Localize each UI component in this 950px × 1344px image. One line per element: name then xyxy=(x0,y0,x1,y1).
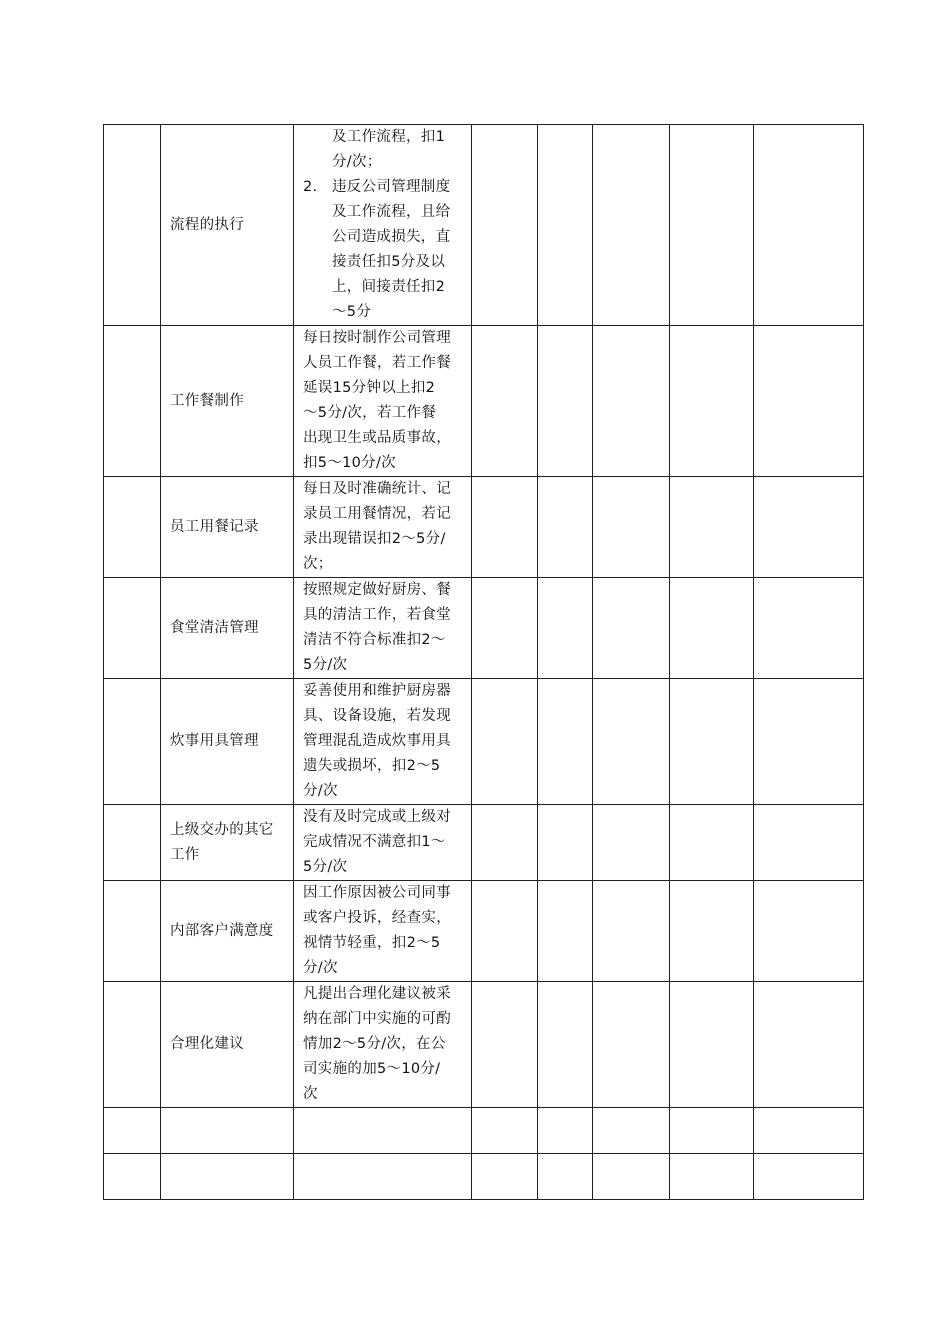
standard-line: 管理混乱造成炊事用具 xyxy=(303,733,451,749)
empty-cell xyxy=(754,477,864,578)
empty-cell xyxy=(593,125,670,326)
item-cell xyxy=(161,679,294,805)
standard-line: 出现卫生或品质事故， xyxy=(303,430,451,446)
item-name-line: 上级交办的其它 xyxy=(170,821,274,838)
standard-cell xyxy=(294,477,472,578)
empty-cell xyxy=(472,578,538,679)
empty-cell xyxy=(754,679,864,805)
empty-cell xyxy=(161,1108,294,1154)
empty-cell xyxy=(472,881,538,982)
standard-line: 纳在部门中实施的可酌 xyxy=(303,1011,451,1027)
empty-cell xyxy=(670,326,754,477)
assessment-table xyxy=(103,124,864,1200)
table-row xyxy=(104,805,864,881)
empty-cell xyxy=(538,679,593,805)
numbered-list-item xyxy=(303,175,465,200)
item-name: 工作餐制作 xyxy=(170,392,244,409)
standard-cell xyxy=(294,326,472,477)
standard-line: 凡提出合理化建议被采 xyxy=(303,986,451,1002)
standard-cell xyxy=(294,805,472,881)
standard-line: 人员工作餐，若工作餐 xyxy=(303,355,451,371)
standard-line: 每日按时制作公司管理 xyxy=(303,330,451,346)
index-cell xyxy=(104,326,161,477)
index-cell xyxy=(104,477,161,578)
empty-cell xyxy=(538,477,593,578)
standard-line: 扣5～10分/次 xyxy=(303,455,396,471)
standard-line: 5分/次 xyxy=(303,859,348,875)
item-name: 食堂清洁管理 xyxy=(170,619,259,636)
empty-cell xyxy=(754,1108,864,1154)
item-name: 内部客户满意度 xyxy=(170,922,274,939)
standard-line: 公司造成损失，直 xyxy=(332,229,451,245)
empty-cell xyxy=(593,982,670,1108)
standard-line: 分/次 xyxy=(303,960,338,976)
standard-line: 接责任扣5分及以 xyxy=(332,254,446,270)
empty-cell xyxy=(538,805,593,881)
standard-line: ～5分/次，若工作餐 xyxy=(303,405,437,421)
standard-line: 分/次 xyxy=(303,783,338,799)
index-cell xyxy=(104,125,161,326)
empty-cell xyxy=(472,1108,538,1154)
empty-cell xyxy=(670,1154,754,1200)
item-name-line: 工作 xyxy=(170,846,200,863)
standard-line: 或客户投诉，经查实， xyxy=(303,910,451,926)
standard-line: 上，间接责任扣2 xyxy=(332,279,446,295)
item-name: 员工用餐记录 xyxy=(170,518,259,535)
item-name: 流程的执行 xyxy=(170,216,244,233)
empty-cell xyxy=(593,477,670,578)
list-number: 2. xyxy=(303,179,318,195)
item-cell xyxy=(161,578,294,679)
empty-cell xyxy=(472,125,538,326)
empty-cell xyxy=(670,982,754,1108)
standard-line: 次； xyxy=(303,556,333,572)
empty-cell xyxy=(754,125,864,326)
empty-cell xyxy=(472,326,538,477)
empty-cell xyxy=(593,578,670,679)
standard-line: 完成情况不满意扣1～ xyxy=(303,834,446,850)
item-cell xyxy=(161,326,294,477)
item-name: 炊事用具管理 xyxy=(170,733,259,749)
item-cell xyxy=(161,125,294,326)
empty-cell xyxy=(538,982,593,1108)
empty-cell xyxy=(593,1108,670,1154)
standard-line: 5分/次 xyxy=(303,657,348,673)
standard-line: 延误15分钟以上扣2 xyxy=(303,380,436,396)
empty-cell xyxy=(754,982,864,1108)
empty-cell xyxy=(538,1154,593,1200)
empty-cell xyxy=(593,881,670,982)
empty-cell xyxy=(472,477,538,578)
empty-cell xyxy=(670,578,754,679)
standard-line: 妥善使用和维护厨房器 xyxy=(303,683,451,699)
empty-cell xyxy=(104,1154,161,1200)
standard-line: 清洁不符合标准扣2～ xyxy=(303,632,446,648)
table-row xyxy=(104,477,864,578)
empty-cell xyxy=(593,805,670,881)
standard-line: 没有及时完成或上级对 xyxy=(303,809,451,825)
index-cell xyxy=(104,881,161,982)
standard-line: 司实施的加5～10分/ xyxy=(303,1061,441,1077)
standard-line: 及工作流程，扣1 xyxy=(332,129,446,145)
table-row xyxy=(104,982,864,1108)
empty-cell xyxy=(472,982,538,1108)
standard-line: 因工作原因被公司同事 xyxy=(303,885,451,901)
empty-row xyxy=(104,1154,864,1200)
standard-cell xyxy=(294,578,472,679)
empty-cell xyxy=(670,477,754,578)
table-row xyxy=(104,125,864,326)
standard-line: 违反公司管理制度 xyxy=(332,179,451,195)
empty-cell xyxy=(754,1154,864,1200)
index-cell xyxy=(104,982,161,1108)
standard-line: 具、设备设施，若发现 xyxy=(303,708,451,724)
empty-cell xyxy=(593,679,670,805)
standard-line: 具的清洁工作，若食堂 xyxy=(303,607,451,623)
standard-line: 录员工用餐情况，若记 xyxy=(303,506,451,522)
empty-cell xyxy=(670,805,754,881)
standard-line: 次 xyxy=(303,1086,318,1102)
empty-cell xyxy=(754,326,864,477)
empty-cell xyxy=(294,1154,472,1200)
empty-cell xyxy=(538,881,593,982)
empty-cell xyxy=(670,881,754,982)
empty-cell xyxy=(538,125,593,326)
empty-cell xyxy=(472,805,538,881)
table-row xyxy=(104,679,864,805)
standard-line: 遗失或损坏，扣2～5 xyxy=(303,758,441,774)
item-cell xyxy=(161,982,294,1108)
empty-cell xyxy=(670,125,754,326)
standard-cell xyxy=(294,679,472,805)
empty-cell xyxy=(670,679,754,805)
empty-cell xyxy=(593,1154,670,1200)
empty-cell xyxy=(104,1108,161,1154)
empty-cell xyxy=(754,881,864,982)
standard-cell xyxy=(294,881,472,982)
standard-line: 分/次； xyxy=(332,154,382,170)
table-row xyxy=(104,881,864,982)
table-row xyxy=(104,578,864,679)
standard-line: 及工作流程，且给 xyxy=(332,204,451,220)
standard-line: 每日及时准确统计、记 xyxy=(303,481,451,497)
item-cell xyxy=(161,477,294,578)
item-cell xyxy=(161,805,294,881)
empty-row xyxy=(104,1108,864,1154)
table-row xyxy=(104,326,864,477)
standard-line: 视情节轻重，扣2～5 xyxy=(303,935,441,951)
standard-line: 录出现错误扣2～5分/ xyxy=(303,531,446,547)
index-cell xyxy=(104,578,161,679)
empty-cell xyxy=(538,326,593,477)
item-cell xyxy=(161,881,294,982)
index-cell xyxy=(104,805,161,881)
empty-cell xyxy=(538,578,593,679)
standard-cell xyxy=(294,125,472,326)
standard-cell xyxy=(294,982,472,1108)
index-cell xyxy=(104,679,161,805)
empty-cell xyxy=(294,1108,472,1154)
empty-cell xyxy=(754,805,864,881)
empty-cell xyxy=(670,1108,754,1154)
empty-cell xyxy=(754,578,864,679)
standard-line: 按照规定做好厨房、餐 xyxy=(303,582,451,598)
empty-cell xyxy=(538,1108,593,1154)
empty-cell xyxy=(161,1154,294,1200)
standard-line: ～5分 xyxy=(332,304,372,320)
item-name: 合理化建议 xyxy=(170,1036,244,1052)
empty-cell xyxy=(472,679,538,805)
standard-line: 情加2～5分/次，在公 xyxy=(303,1036,446,1052)
empty-cell xyxy=(472,1154,538,1200)
empty-cell xyxy=(593,326,670,477)
